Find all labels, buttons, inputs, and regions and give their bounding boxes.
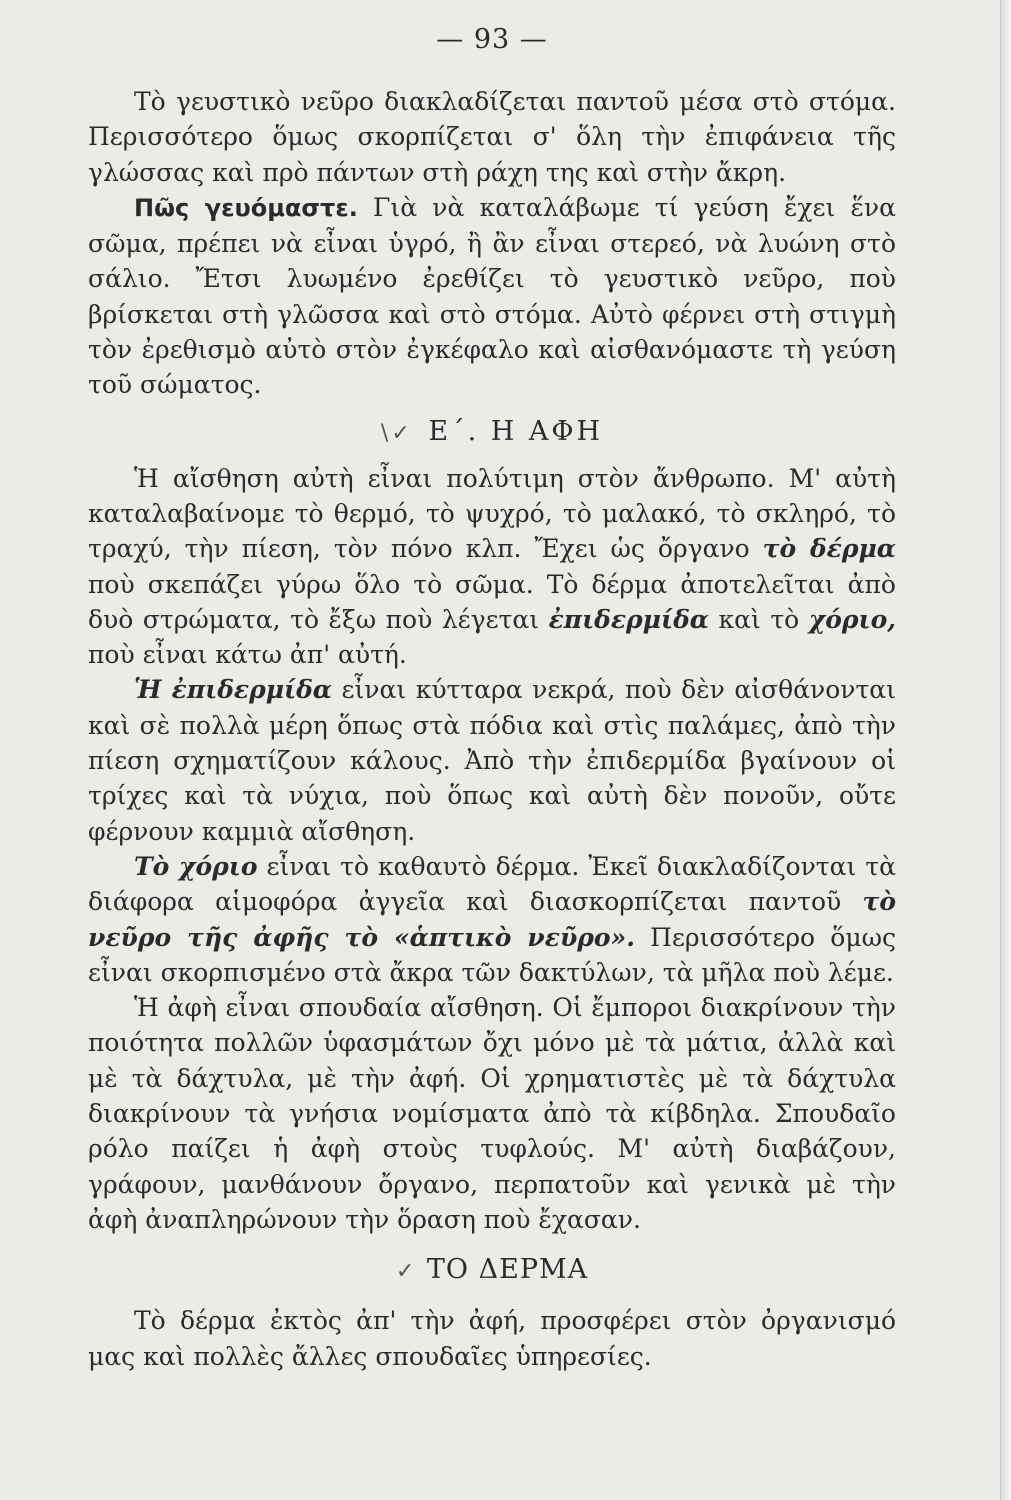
body-text xyxy=(88,84,896,1374)
paragraph-how-we-taste xyxy=(88,190,896,403)
text-run: εἶναι κύτταρα νεκρά, ποὺ δὲν αἰσθάνονται καὶ σὲ πολλὰ μέρη ὅπως στὰ πόδια καὶ στὶς παλάμες, ἀπὸ τὴν πίεση σχηματίζουν κάλους. Ἀπὸ τὴν ἐπιδερμίδα βγαίνουν οἱ τρίχες καὶ τὰ νύχια, ποὺ ὅπως καὶ αὐτὴ δὲν πονοῦν, οὔτε φέρνουν καμμιὰ αἴσθηση. xyxy=(88,675,896,846)
emphasis-skin: τὸ δέρμα xyxy=(762,534,896,564)
section-heading-touch xyxy=(88,409,896,455)
page xyxy=(88,18,896,1374)
paragraph-touch-intro xyxy=(88,461,896,673)
inline-heading-how-we-taste: Πῶς γευόμαστε. xyxy=(134,193,358,222)
paragraph-taste-nerve: Τὸ γευστικὸ νεῦρο διακλαδίζεται παντοῦ μέσα στὸ στόμα. Περισσότερο ὅμως σκορπίζεται σ' ὅλη τὴν ἐπιφάνεια τῆς γλώσσας καὶ πρὸ πάντων στὴ ράχη της καὶ στὴν ἄκρη. xyxy=(88,87,896,187)
emphasis-epidermis: Ἡ ἐπιδερμίδα xyxy=(134,675,333,705)
emphasis-touch-nerve: τὸ νεῦρο τῆς ἀφῆς τὸ «ἁπτικὸ νεῦρο». xyxy=(88,887,896,952)
emphasis-dermis: Τὸ χόριο xyxy=(134,851,258,881)
paragraph-how-we-taste-text: Γιὰ νὰ καταλάβωμε τί γεύση ἔχει ἕνα σῶμα, πρέπει νὰ εἶναι ὑγρό, ἢ ἂν εἶναι στερεό, νὰ λυώνη στὸ σάλιο. Ἔτσι λυωμένο ἐρεθίζει τὸ γευστικὸ νεῦρο, ποὺ βρίσκεται στὴ γλῶσσα καὶ στὸ στόμα. Αὐτὸ φέρνει στὴ στιγμὴ τὸν ἐρεθισμὸ αὐτὸ στὸν ἐγκέφαλο καὶ αἰσθανόμαστε τὴ γεύση τοῦ σώματος. xyxy=(88,192,896,400)
paragraph-skin-services: Τὸ δέρμα ἐκτὸς ἀπ' τὴν ἀφή, προσφέρει στὸν ὀργανισμό μας καὶ πολλὲς ἄλλες σπουδαῖες ὑπηρεσίες. xyxy=(88,1306,896,1371)
text-run: εἶναι τὸ καθαυτὸ δέρμα. Ἐκεῖ διακλαδίζονται τὰ διάφορα αἱμοφόρα ἀγγεῖα καὶ διασκορπίζεται παντοῦ xyxy=(88,851,896,917)
page-number: — 93 — xyxy=(436,24,548,55)
check-mark-icon: ✓ xyxy=(395,1259,416,1285)
text-run: καὶ τὸ xyxy=(718,604,800,634)
emphasis-dermis: χόριο, xyxy=(808,604,896,634)
check-mark-icon: \✓ xyxy=(380,420,413,446)
paragraph-dermis xyxy=(88,849,896,990)
section-title: Ε΄. Η ΑΦΗ xyxy=(428,415,604,447)
subheading-title: ΤΟ ΔΕΡΜΑ xyxy=(426,1254,589,1286)
text-run: ποὺ εἶναι κάτω ἀπ' αὐτή. xyxy=(88,640,407,670)
text-run: Ἡ αἴσθηση αὐτὴ εἶναι πολύτιμη στὸν ἄνθρωπο. Μ' αὐτὴ καταλαβαίνομε τὸ θερμό, τὸ ψυχρό, τὸ μαλακό, τὸ σκληρό, τὸ τραχύ, τὴν πίεση, τὸν πόνο κλπ. Ἔχει ὡς ὄργανο xyxy=(88,463,896,564)
paragraph-touch-importance: Ἡ ἀφὴ εἶναι σπουδαία αἴσθηση. Οἱ ἔμποροι διακρίνουν τὴν ποιότητα πολλῶν ὑφασμάτων ὄχι μόνο μὲ τὰ μάτια, ἀλλὰ καὶ μὲ τὰ δάχτυλα, μὲ τὴν ἀφή. Οἱ χρηματιστὲς μὲ τὰ δάχτυλα διακρίνουν τὰ γνήσια νομίσματα ἀπὸ τὰ κίβδηλα. Σπουδαῖο ρόλο παίζει ἡ ἀφὴ στοὺς τυφλούς. Μ' αὐτὴ διαβάζουν, γράφουν, μανθάνουν ὄργανο, περπατοῦν καὶ γενικὰ μὲ τὴν ἀφὴ ἀναπληρώνουν τὴν ὅραση ποὺ ἔχασαν. xyxy=(88,993,896,1234)
subheading-skin xyxy=(88,1245,896,1295)
emphasis-epidermis: ἐπιδερμίδα xyxy=(548,604,709,634)
text-run: ποὺ σκεπάζει γύρω ὅλο τὸ σῶμα. Τὸ δέρμα ἀποτελεῖται ἀπὸ δυὸ στρώματα, τὸ ἔξω ποὺ λέγεται xyxy=(88,569,896,634)
page-edge xyxy=(1000,0,1011,1500)
paragraph-epidermis xyxy=(88,672,896,848)
text-run: Περισσότερο ὅμως εἶναι σκορπισμένο στὰ ἄκρα τῶν δακτύλων, τὰ μῆλα ποὺ λέμε. xyxy=(88,922,896,987)
